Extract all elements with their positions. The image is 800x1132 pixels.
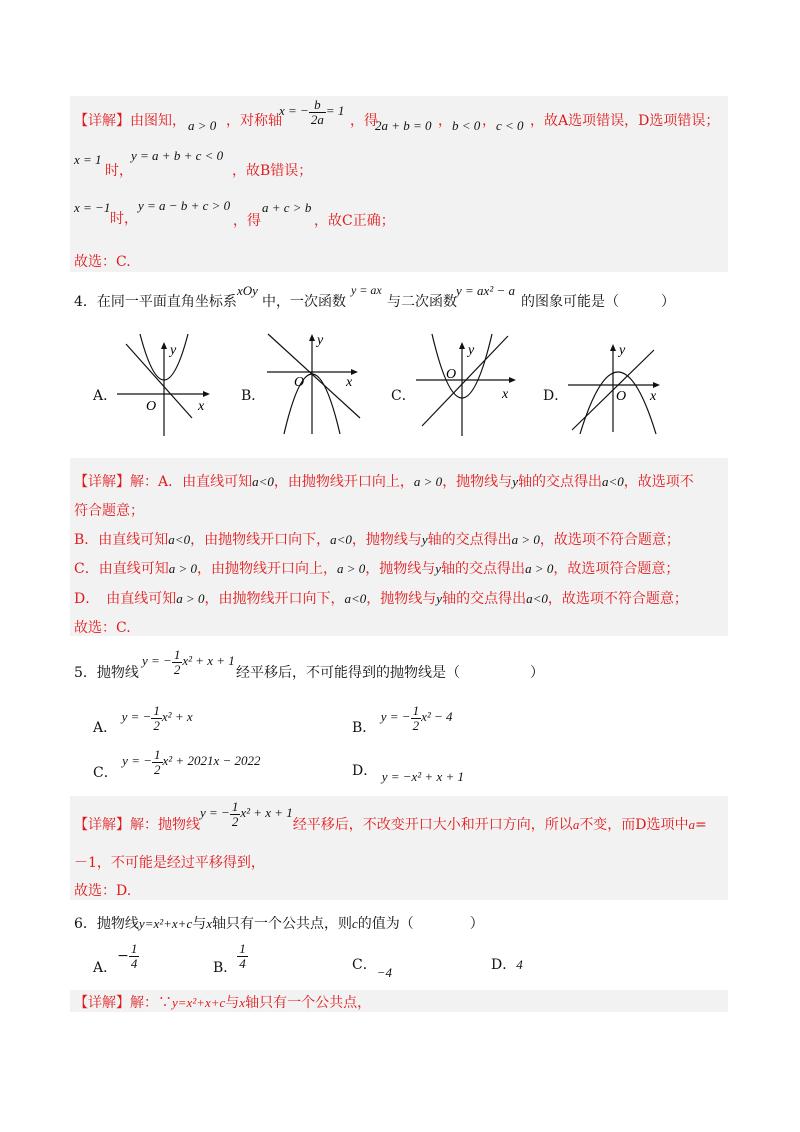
axis-label-y: y [619, 343, 626, 358]
origin-label: O [146, 399, 157, 414]
math-y-ax: y = ax [351, 283, 382, 297]
answer-q4: 故选：C. [74, 620, 131, 636]
math-a-b-c-gt-0: y = a − b + c > 0 [138, 198, 231, 213]
q5-option-b: B． y = − $\frac{1}{2}$ x² − 4 [352, 703, 453, 737]
math-c-lt-0: c < 0 [496, 118, 524, 133]
option-b-graph [262, 328, 367, 438]
q6-option-d: D．4 [491, 957, 523, 973]
y-axis-arrow [309, 334, 315, 341]
axis-label-x: x [650, 389, 657, 404]
option-b-label: B． [241, 388, 266, 404]
option-c-label: C． [391, 388, 416, 404]
math-xOy: xOy [237, 283, 258, 298]
y-axis-arrow [610, 344, 616, 351]
math-axis-formula: x = − $\frac{b}{2a}$ = 1 [279, 97, 345, 127]
q5-option-a: A． y = − $\frac{1}{2}$ x² + x [93, 703, 193, 737]
math-b-lt-0: b < 0 [452, 118, 481, 133]
solution-q5-line1: 【详解】解：抛物线y = − $\frac{1}{2}$ x² + x + 1经平移后，不改变开口大小和开口方向，所以a不变，而D选项中a= [74, 799, 707, 834]
q6-option-a: A．− $\frac{1}{4}$ [93, 941, 138, 977]
math-abc-lt-0: y = a + b + c < 0 [131, 148, 224, 163]
q6-option-b: B． $\frac{1}{4}$ [213, 941, 246, 977]
answer-q5: 故选：D. [74, 883, 132, 899]
math-a-gt-0: a > 0 [188, 118, 217, 133]
origin-label: O [616, 389, 627, 404]
q6-option-c: C．−4 [352, 957, 392, 980]
solution-q4-line2: 符合题意； [74, 503, 144, 519]
detail-tag: 【详解】 [74, 995, 130, 1011]
option-c-graph [412, 330, 522, 440]
option-a-label: A． [93, 388, 118, 404]
q5-option-d: D． y = −x² + x + 1 [352, 763, 464, 784]
solution-q6-line1: 【详解】解：∵y=x²+x+c与x轴只有一个公共点， [74, 995, 372, 1011]
option-d-label: D． [543, 388, 569, 404]
text-axis: ，对称轴 [226, 113, 282, 129]
text-conclusion-c: ，故C正确； [314, 213, 395, 229]
detail-tag: 【详解】 [74, 113, 130, 129]
text-conclusion-b: ，故B错误； [232, 163, 313, 179]
origin-label: O [294, 375, 305, 390]
x-axis-arrow [653, 382, 660, 388]
math-q5-parabola: y = − $\frac{1}{2}$ x² + x + 1 [142, 647, 235, 677]
solution-q4-line-d: D． 由直线可知a > 0，由抛物线开口向下，a<0，抛物线与y轴的交点得出a<0，故选项不符合题意； [74, 591, 688, 607]
question-5-stem: 5．抛物线 [74, 665, 139, 681]
option-d-graph [566, 340, 666, 435]
axis-label-y: y [468, 343, 475, 358]
math-2a-b: 2a + b = 0 [375, 118, 432, 133]
option-a-graph [112, 330, 217, 440]
solution-q4-line1: 【详解】解：A．由直线可知a<0，由抛物线开口向上，a > 0，抛物线与y轴的交点得出a<0，故选项不 [74, 474, 694, 490]
solution-q4-line-c: C．由直线可知a > 0，由抛物线开口向上，a > 0，抛物线与y轴的交点得出a > 0，故选项符合题意； [74, 561, 680, 577]
math-a-c-gt-b: a + c > b [262, 200, 312, 215]
x-axis-arrow [509, 377, 516, 383]
text-de: ，得 [350, 113, 378, 129]
y-axis-arrow [161, 342, 167, 349]
q5-option-c: C． y = − $\frac{1}{2}$ x² + 2021x − 2022 [93, 747, 261, 782]
question-6-stem: 6．抛物线y=x²+x+c与x轴只有一个公共点，则c的值为（ ） [74, 916, 484, 932]
axis-label-y: y [170, 343, 177, 358]
axis-label-x: x [198, 399, 205, 414]
detail-tag: 【详解】 [74, 474, 130, 490]
y-axis-arrow [459, 342, 465, 349]
math-x-eq-1: x = 1 [74, 152, 102, 167]
x-axis-arrow [203, 391, 210, 397]
math-y-ax2-a: y = ax² − a [456, 283, 515, 298]
axis-label-x: x [502, 387, 509, 402]
axis-label-y: y [317, 333, 324, 348]
solution-q3-line1: 【详解】由图知， [74, 113, 186, 129]
answer-q3: 故选：C. [74, 254, 131, 270]
math-x-eq-neg1: x = −1 [74, 200, 111, 215]
question-4-stem: 4．在同一平面直角坐标系 [74, 294, 237, 310]
axis-label-x: x [346, 375, 353, 390]
line-graph [422, 336, 508, 426]
solution-q5-line2: －1，不可能是经过平移得到， [74, 855, 265, 871]
detail-tag: 【详解】 [74, 817, 130, 834]
origin-label: O [446, 367, 457, 382]
text-conclusion-ad: ，故A选项错误，D选项错误； [530, 113, 720, 129]
fraction: $\frac{b}{2a}$ [310, 97, 324, 127]
solution-q4-line-b: B．由直线可知a<0，由抛物线开口向下，a<0，抛物线与y轴的交点得出a > 0，故选项不符合题意； [74, 532, 680, 548]
